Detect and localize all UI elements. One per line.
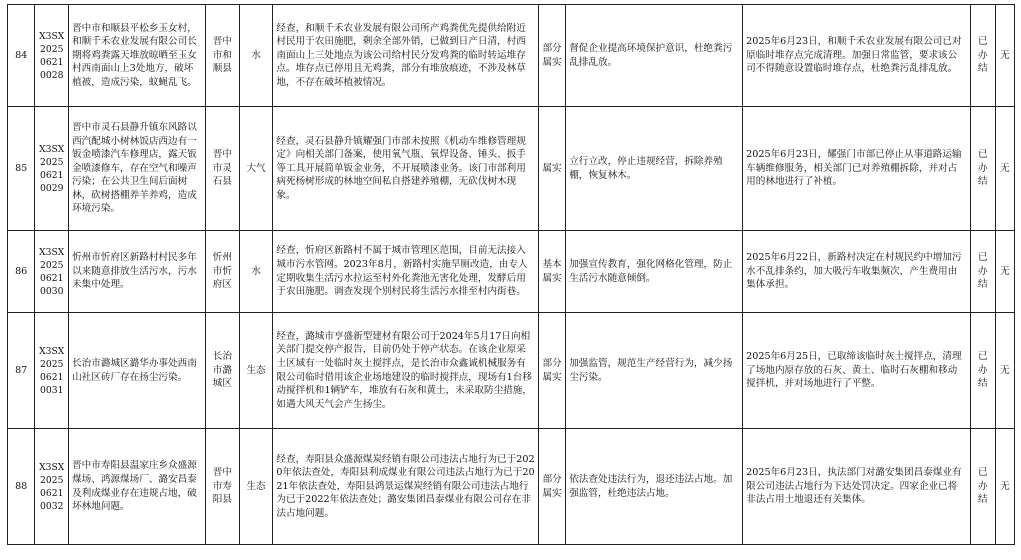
investigation-finding: 经查，忻府区新路村不属于城市管理区范围，目前无法接入城市污水管网。2023年8月，新路村实施旱厕改造，由专人定期收集生活污水拉运至村外化粪池无害化处理，发酵后用于农田施肥。调查发现个别村民将生活污水排至村内街巷。: [273, 231, 538, 313]
table-row: [8, 429, 1015, 545]
table-body: [8, 5, 1015, 545]
rectification-progress: 2025年6月23日，和顺千禾农业发展有限公司已对原临时堆存点完成清理。加强日常监管，要求该公司不得随意设置临时堆存点，杜绝粪污乱排乱放。: [743, 5, 971, 107]
admin-region: 长治市潞城区: [206, 313, 240, 429]
admin-region: 晋中市灵石县: [206, 107, 240, 231]
handling-status: 已办结: [970, 5, 995, 107]
rectification-measures: 督促企业提高环境保护意识，杜绝粪污乱排乱放。: [566, 5, 743, 107]
complaint-content: 长治市潞城区潞华办事处西南山社区砖厂存在扬尘污染。: [69, 313, 206, 429]
handling-status: 已办结: [970, 429, 995, 545]
case-code: X3SX202506210032: [35, 429, 69, 545]
investigation-finding: 经查，寿阳县众盛源煤炭经销有限公司违法占地行为已于2020年依法查处，寿阳县利成煤业有限公司违法占地行为已于2021年依法查处，寿阳县鸿景运煤炭经销有限公司违法占地行为已于2022年依法查处；潞安集团昌泰煤业有限公司存在非法占地问题。: [273, 429, 538, 545]
pollution-type: 水: [239, 5, 273, 107]
verdict: 属实: [538, 107, 565, 231]
rectification-measures: 加强监管，规范生产经营行为，减少扬尘污染。: [566, 313, 743, 429]
case-code: X3SX202506210031: [35, 313, 69, 429]
rectification-progress: 2025年6月23日，执法部门对潞安集团昌泰煤业有限公司违法占地行为下达处罚决定。四家企业已将非法占用土地退还有关集体。: [743, 429, 971, 545]
handling-status: 已办结: [970, 231, 995, 313]
rectification-measures: 依法查处违法行为，退还违法占地。加强监管，杜绝违法占地。: [566, 429, 743, 545]
accountability: 无: [995, 5, 1014, 107]
pollution-type: 生态: [239, 429, 273, 545]
row-number: 87: [8, 313, 35, 429]
table-row: [8, 313, 1015, 429]
pollution-type: 生态: [239, 313, 273, 429]
verdict: 部分属实: [538, 313, 565, 429]
admin-region: 晋中市和顺县: [206, 5, 240, 107]
accountability: 无: [995, 231, 1014, 313]
verdict: 基本属实: [538, 231, 565, 313]
investigation-finding: 经查，和顺千禾农业发展有限公司所产鸡粪优先提供给附近村民用于农田施肥，剩余全部外销，已做到日产日清，村西南面山上三处地点为该公司给村民分发鸡粪的临时转运堆存点。堆存点已停用且无鸡粪，部分有堆放痕迹，不涉及林草地，不存在破坏植被情况。: [273, 5, 538, 107]
admin-region: 忻州市忻府区: [206, 231, 240, 313]
rectification-measures: 立行立改，停止违规经营，拆除养殖棚，恢复林木。: [566, 107, 743, 231]
table-row: [8, 5, 1015, 107]
case-code: X3SX202506210028: [35, 5, 69, 107]
investigation-finding: 经查，潞城市亨盛新型建材有限公司于2024年5月17日向相关部门提交停产报告，目前仍处于停产状态。在该企业原采土区域有一处临时灰土搅拌点，是长治市众鑫诚机械服务有限公司临时借用该企业场地建设的临时搅拌点，现场有1台移动搅拌机和1辆铲车，堆放有石灰和黄土，未采取防尘措施，如遇大风天气会产生扬尘。: [273, 313, 538, 429]
verdict: 部分属实: [538, 5, 565, 107]
accountability: 无: [995, 313, 1014, 429]
admin-region: 晋中市寿阳县: [206, 429, 240, 545]
rectification-progress: 2025年6月22日，新路村决定在村规民约中增加污水不乱排条约，加大吸污车收集频次，产生费用由集体承担。: [743, 231, 971, 313]
row-number: 86: [8, 231, 35, 313]
complaint-content: 忻州市忻府区新路村村民多年以来随意排放生活污水，污水未集中处理。: [69, 231, 206, 313]
row-number: 85: [8, 107, 35, 231]
accountability: 无: [995, 429, 1014, 545]
row-number: 88: [8, 429, 35, 545]
handling-status: 已办结: [970, 107, 995, 231]
complaint-content: 晋中市和顺县平松乡玉女村，和顺千禾农业发展有限公司长期将鸡粪露天堆放晾晒至玉女村西南面山上3处地方，破坏植被，造成污染，蚊蝇乱飞。: [69, 5, 206, 107]
case-code: X3SX202506210030: [35, 231, 69, 313]
row-number: 84: [8, 5, 35, 107]
pollution-type: 水: [239, 231, 273, 313]
complaint-content: 晋中市寿阳县温家庄乡众盛源煤场、鸿源煤场厂、潞安昌泰及利成煤业存在违规占地，破坏林地问题。: [69, 429, 206, 545]
investigation-finding: 经查，灵石县静升镇耀强门市部未按照《机动车维修管理规定》向相关部门备案，使用氧气瓶、氧焊设备、锤头、扳手等工具开展简单钣金业务，不开展喷漆业务。该门市部利用病死杨树形成的林地空间私自搭建养殖棚，无砍伐树木现象。: [273, 107, 538, 231]
table-row: [8, 231, 1015, 313]
complaint-content: 晋中市灵石县静升镇东风路以西汽配城小树林饭店西边有一钣金喷漆汽车修理店，露天钣金喷漆修车，存在空气和噪声污染；在公共卫生间后面树林，砍树搭棚养羊养鸡，造成环境污染。: [69, 107, 206, 231]
rectification-measures: 加强宣传教育，强化网格化管理，防止生活污水随意倾倒。: [566, 231, 743, 313]
accountability: 无: [995, 107, 1014, 231]
case-code: X3SX202506210029: [35, 107, 69, 231]
rectification-progress: 2025年6月23日，耀强门市部已停止从事道路运输车辆维修服务，相关部门已对养殖棚拆除，并对占用的林地进行了补植。: [743, 107, 971, 231]
report-table: [7, 4, 1015, 545]
table-row: [8, 107, 1015, 231]
handling-status: 已办结: [970, 313, 995, 429]
pollution-type: 大气: [239, 107, 273, 231]
verdict: 部分属实: [538, 429, 565, 545]
rectification-progress: 2025年6月25日，已取缔该临时灰土搅拌点，清理了场地内原存放的石灰、黄土、临时石灰棚和移动搅拌机，并对场地进行了平整。: [743, 313, 971, 429]
